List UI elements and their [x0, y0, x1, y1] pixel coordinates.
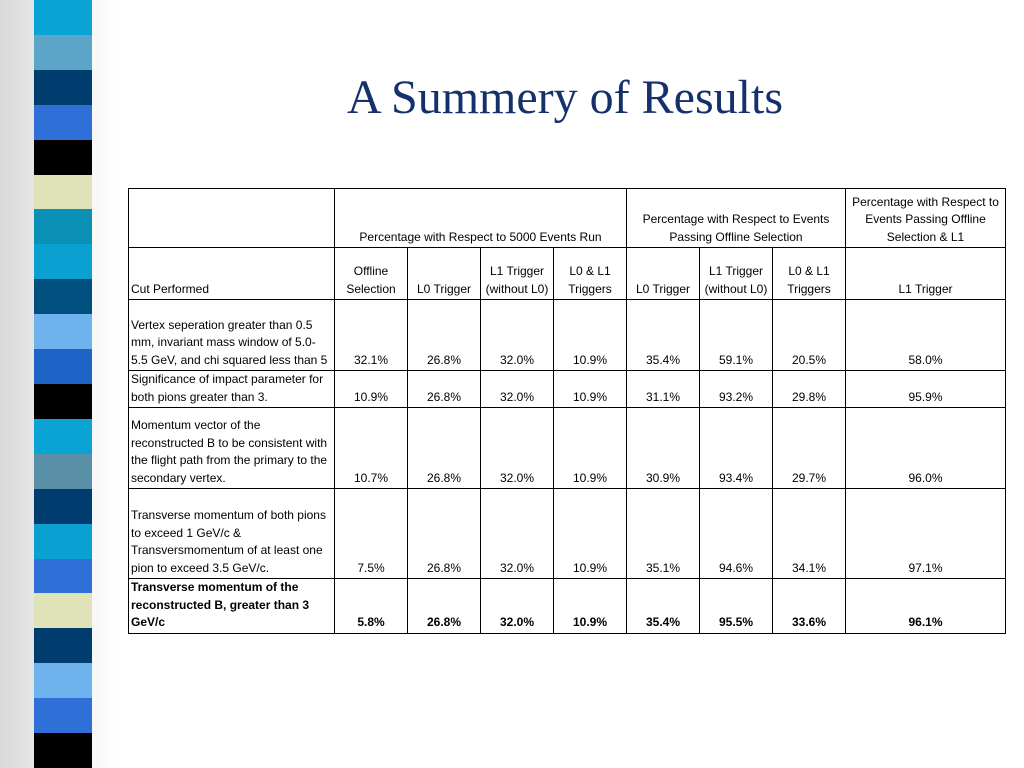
group-header-blank	[129, 189, 335, 248]
strip-band	[34, 663, 92, 698]
strip-band	[34, 698, 92, 733]
column-header: L1 Trigger (without L0)	[700, 248, 773, 300]
strip-band	[34, 349, 92, 384]
cut-description: Vertex seperation greater than 0.5 mm, invariant mass window of 5.0-5.5 GeV, and chi squared less than 5	[129, 300, 335, 371]
table-cell: 96.1%	[846, 579, 1006, 634]
table-cell: 93.4%	[700, 408, 773, 489]
column-header: L0 Trigger	[627, 248, 700, 300]
table-cell: 10.9%	[335, 371, 408, 408]
strip-band	[34, 70, 92, 105]
results-table	[128, 188, 1006, 634]
table-cell: 10.9%	[554, 579, 627, 634]
strip-band	[34, 489, 92, 524]
table-cell: 93.2%	[700, 371, 773, 408]
table-cell: 33.6%	[773, 579, 846, 634]
table-row	[129, 371, 1006, 408]
column-header: L1 Trigger (without L0)	[481, 248, 554, 300]
table-cell: 5.8%	[335, 579, 408, 634]
table-cell: 34.1%	[773, 489, 846, 579]
table-cell: 97.1%	[846, 489, 1006, 579]
strip-band	[34, 419, 92, 454]
column-header: L0 Trigger	[408, 248, 481, 300]
strip-band	[34, 628, 92, 663]
table-cell: 7.5%	[335, 489, 408, 579]
table-cell: 10.9%	[554, 300, 627, 371]
column-header: L1 Trigger	[846, 248, 1006, 300]
table-cell: 26.8%	[408, 408, 481, 489]
table-cell: 10.9%	[554, 371, 627, 408]
cut-description: Momentum vector of the reconstructed B to be consistent with the flight path from the primary to the secondary vertex.	[129, 408, 335, 489]
table-cell: 32.0%	[481, 408, 554, 489]
group-header-row	[129, 189, 1006, 248]
table-cell: 30.9%	[627, 408, 700, 489]
table-row	[129, 579, 1006, 634]
table-cell: 32.0%	[481, 579, 554, 634]
group-header-events-run: Percentage with Respect to 5000 Events Run	[335, 189, 627, 248]
column-header: L0 & L1 Triggers	[773, 248, 846, 300]
strip-band	[34, 314, 92, 349]
strip-band	[34, 209, 92, 244]
strip-band	[34, 35, 92, 70]
table-row	[129, 300, 1006, 371]
table-cell: 32.0%	[481, 489, 554, 579]
table-row	[129, 408, 1006, 489]
strip-band	[34, 454, 92, 489]
table-cell: 35.4%	[627, 579, 700, 634]
table-cell: 26.8%	[408, 579, 481, 634]
column-header: L0 & L1 Triggers	[554, 248, 627, 300]
table-cell: 35.1%	[627, 489, 700, 579]
strip-band	[34, 279, 92, 314]
table-row	[129, 489, 1006, 579]
table-cell: 35.4%	[627, 300, 700, 371]
table-cell: 10.9%	[554, 408, 627, 489]
table-cell: 32.0%	[481, 371, 554, 408]
group-header-offline-l1: Percentage with Respect to Events Passing Offline Selection & L1	[846, 189, 1006, 248]
table-cell: 29.7%	[773, 408, 846, 489]
cut-description: Significance of impact parameter for both pions greater than 3.	[129, 371, 335, 408]
strip-band	[34, 559, 92, 594]
table-cell: 20.5%	[773, 300, 846, 371]
table-cell: 26.8%	[408, 489, 481, 579]
column-header-row	[129, 248, 1006, 300]
table-cell: 95.5%	[700, 579, 773, 634]
table-cell: 29.8%	[773, 371, 846, 408]
strip-band	[34, 593, 92, 628]
decorative-color-strip	[34, 0, 92, 768]
strip-band	[34, 175, 92, 210]
table-cell: 59.1%	[700, 300, 773, 371]
strip-band	[34, 384, 92, 419]
table-cell: 58.0%	[846, 300, 1006, 371]
strip-band	[34, 244, 92, 279]
cut-description: Transverse momentum of both pions to exceed 1 GeV/c & Transversmomentum of at least one pion to exceed 3.5 GeV/c.	[129, 489, 335, 579]
column-header: Cut Performed	[129, 248, 335, 300]
strip-band	[34, 733, 92, 768]
table-cell: 32.0%	[481, 300, 554, 371]
group-header-offline: Percentage with Respect to Events Passing Offline Selection	[627, 189, 846, 248]
table-cell: 10.7%	[335, 408, 408, 489]
table-cell: 26.8%	[408, 371, 481, 408]
table-cell: 94.6%	[700, 489, 773, 579]
table-cell: 32.1%	[335, 300, 408, 371]
table-cell: 96.0%	[846, 408, 1006, 489]
slide-title: A Summery of Results	[346, 71, 783, 124]
strip-band	[34, 105, 92, 140]
strip-band	[34, 0, 92, 35]
strip-band	[34, 140, 92, 175]
strip-band	[34, 524, 92, 559]
table-cell: 10.9%	[554, 489, 627, 579]
column-header: Offline Selection	[335, 248, 408, 300]
cut-description: Transverse momentum of the reconstructed B, greater than 3 GeV/c	[129, 579, 335, 634]
table-cell: 26.8%	[408, 300, 481, 371]
table-cell: 31.1%	[627, 371, 700, 408]
table-cell: 95.9%	[846, 371, 1006, 408]
